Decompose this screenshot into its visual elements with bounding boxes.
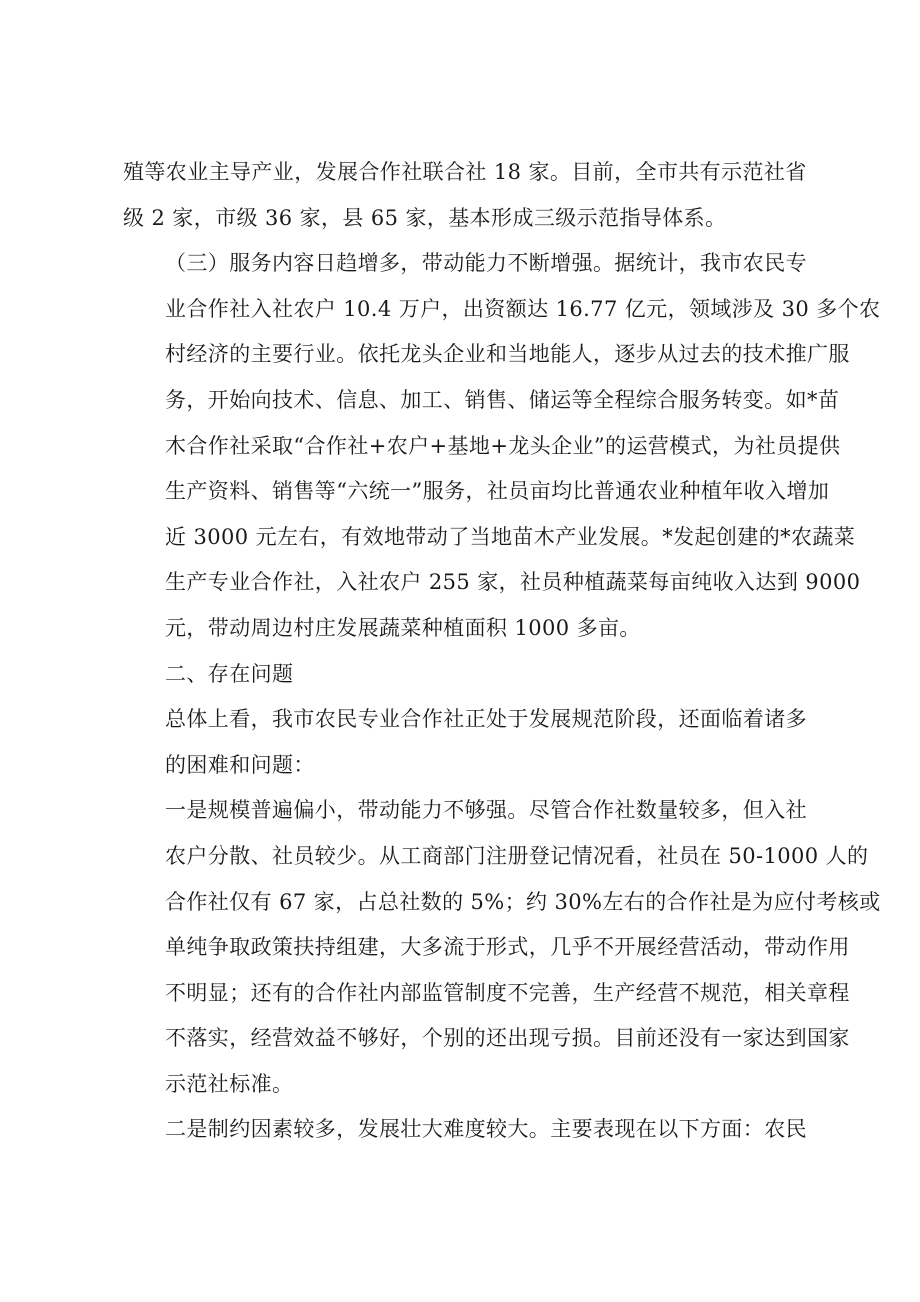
paragraph xyxy=(123,788,881,1107)
text-line: 村经济的主要行业。依托龙头企业和当地能人，逐步从过去的技术推广服 xyxy=(165,342,850,367)
text-line: 生产资料、销售等“六统一”服务，社员亩均比普通农业种植年收入增加 xyxy=(165,479,830,504)
text-line: 近 3000 元左右，有效地带动了当地苗木产业发展。*发起创建的*农蔬菜 xyxy=(165,524,856,549)
body-text xyxy=(123,150,881,1153)
paragraph xyxy=(123,241,881,651)
text-line: 示范社标准。 xyxy=(165,1071,294,1096)
paragraph xyxy=(123,1107,807,1153)
paragraph xyxy=(123,697,807,788)
text-line: 级 2 家，市级 36 家，县 65 家，基本形成三级示范指导体系。 xyxy=(123,205,727,230)
text-line: 的困难和问题： xyxy=(165,752,315,777)
text-line: 合作社仅有 67 家，占总社数的 5%；约 30%左右的合作社是为应付考核或 xyxy=(165,889,881,914)
text-line: 农户分散、社员较少。从工商部门注册登记情况看，社员在 50-1000 人的 xyxy=(165,843,869,868)
text-line: 二是制约因素较多，发展壮大难度较大。主要表现在以下方面：农民 xyxy=(165,1117,807,1142)
text-line: 木合作社采取“合作社+农户+基地+龙头企业”的运营模式，为社员提供 xyxy=(165,433,841,458)
text-line: 生产专业合作社，入社农户 255 家，社员种植蔬菜每亩纯收入达到 9000 xyxy=(165,570,861,595)
text-line: 殖等农业主导产业，发展合作社联合社 18 家。目前，全市共有示范社省 xyxy=(123,160,807,184)
text-line: 一是规模普遍偏小，带动能力不够强。尽管合作社数量较多，但入社 xyxy=(165,798,807,823)
text-line: 二、存在问题 xyxy=(165,661,294,686)
text-line: 务，开始向技术、信息、加工、销售、储运等全程综合服务转变。如*苗 xyxy=(165,387,840,412)
text-line: 不明显；还有的合作社内部监管制度不完善，生产经营不规范，相关章程 xyxy=(165,980,850,1005)
text-line: 单纯争取政策扶持组建，大多流于形式，几乎不开展经营活动，带动作用 xyxy=(165,935,850,960)
text-line: 业合作社入社农户 10.4 万户，出资额达 16.77 亿元，领域涉及 30 多个农 xyxy=(165,296,881,321)
text-line: 总体上看，我市农民专业合作社正处于发展规范阶段，还面临着诸多 xyxy=(165,707,807,732)
paragraph xyxy=(123,150,807,241)
text-line: （三）服务内容日趋增多，带动能力不断增强。据统计，我市农民专 xyxy=(165,251,807,276)
text-line: 元，带动周边村庄发展蔬菜种植面积 1000 多亩。 xyxy=(165,615,641,640)
paragraph xyxy=(123,652,803,698)
text-line: 不落实，经营效益不够好，个别的还出现亏损。目前还没有一家达到国家 xyxy=(165,1026,850,1051)
